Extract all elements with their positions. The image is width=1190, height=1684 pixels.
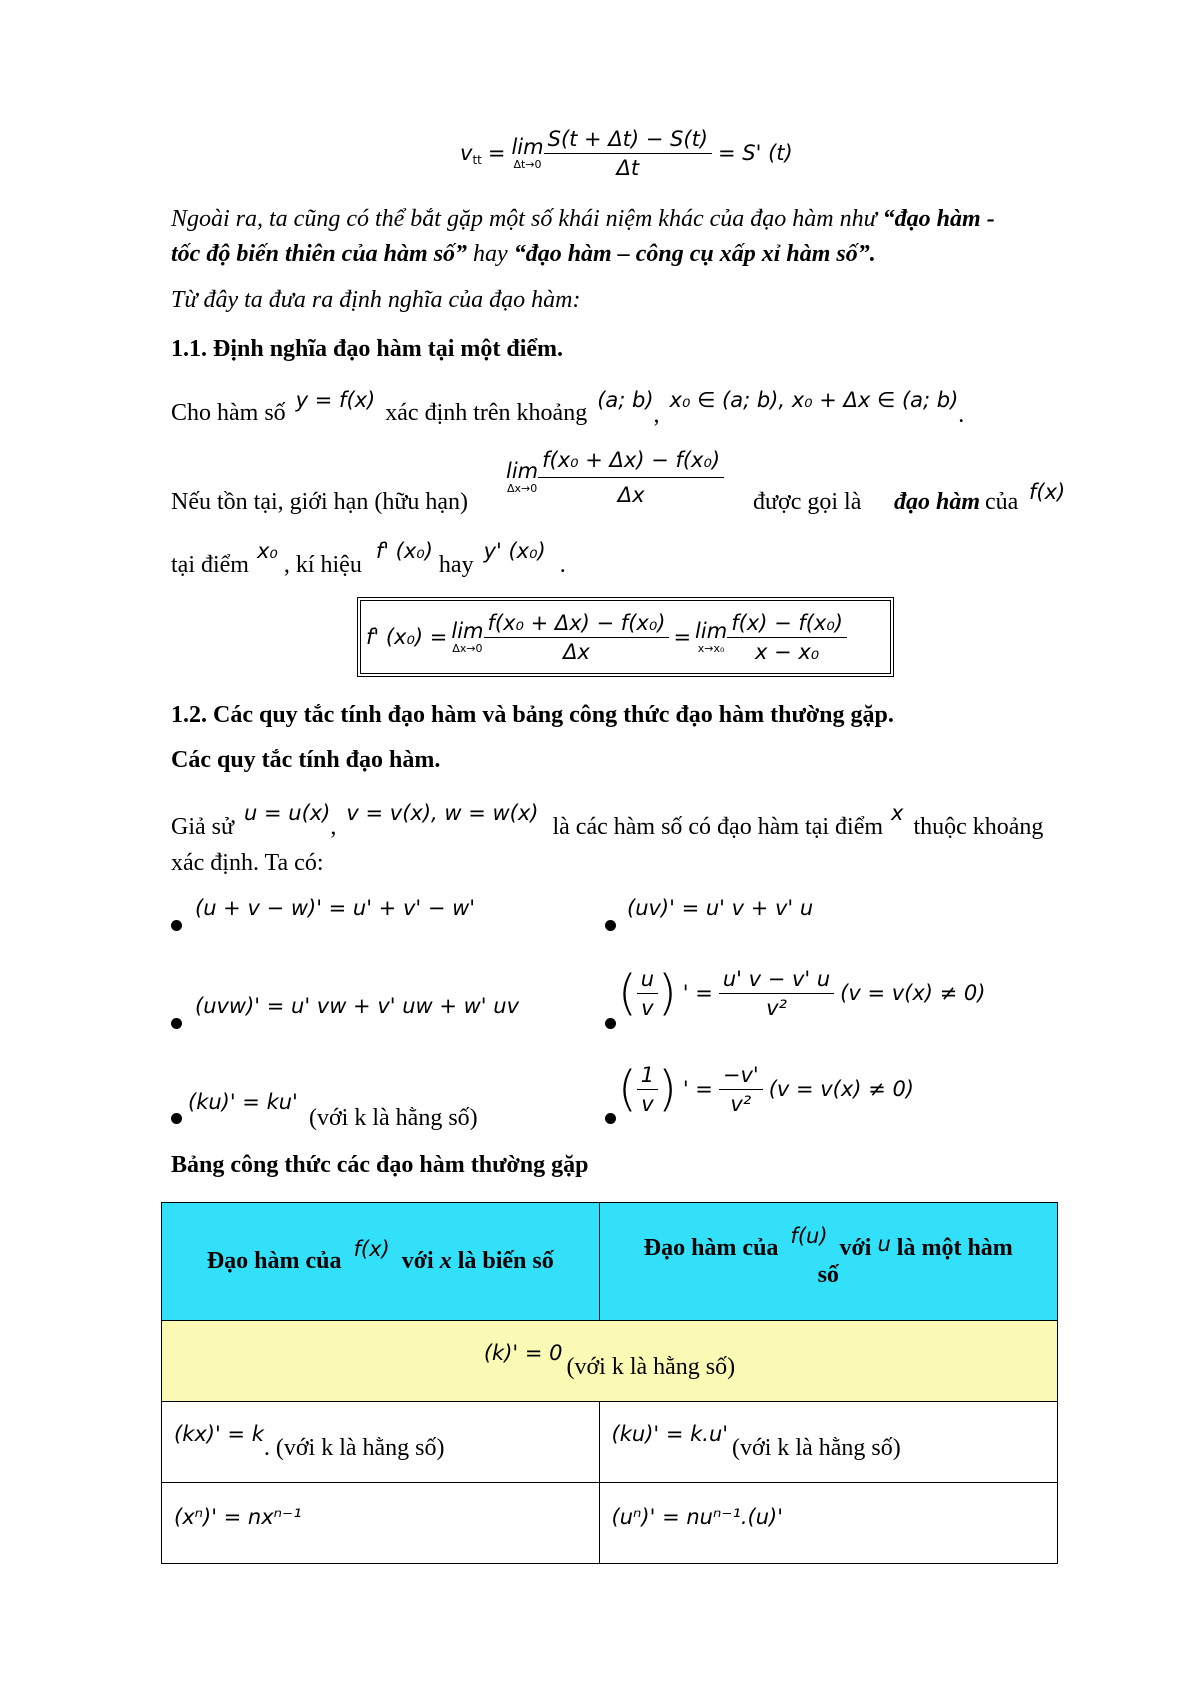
header-fu: f(u)	[790, 1223, 828, 1248]
lim-word: lim	[511, 135, 544, 159]
rules-intro-text: là các hàm số có đạo hàm tại điểm	[552, 814, 884, 840]
fraction-denominator: x − x₀	[754, 639, 820, 664]
intro-bold-term-2: tốc độ biến thiên của hàm số”	[171, 241, 468, 267]
definition-text: xác định trên khoảng	[385, 400, 588, 426]
rules-intro-text: Giả sử	[171, 814, 234, 840]
difference-quotient	[484, 611, 670, 664]
lim-subscript: x→x₀	[697, 642, 725, 655]
constant-rule-note: (với k là hằng số)	[566, 1354, 736, 1380]
linear-rule-note: (với k là hằng số)	[732, 1435, 901, 1461]
limit-operator	[506, 459, 538, 495]
header-text: là biến số	[457, 1248, 554, 1274]
point-conditions: x₀ ∈ (a; b), x₀ + Δx ∈ (a; b)	[669, 388, 959, 412]
header-text: Đạo hàm của	[206, 1248, 342, 1274]
table-row	[162, 1483, 1058, 1564]
bullet-icon	[171, 1113, 182, 1124]
reciprocal-result	[719, 1063, 763, 1116]
constant-rule-formula: (k)' = 0	[483, 1341, 563, 1365]
difference-quotient	[538, 445, 724, 510]
heading-1-1: 1.1. Định nghĩa đạo hàm tại một điểm.	[171, 336, 564, 362]
limit-operator	[511, 135, 543, 171]
velocity-fraction	[544, 127, 712, 180]
rule-product: (uv)' = u' v + v' u	[627, 896, 814, 920]
lim-word: lim	[695, 619, 728, 643]
intro-bold-term-1: “đạo hàm -	[882, 206, 995, 232]
derivative-formula-table	[161, 1202, 1058, 1564]
formula-lhs-sub: tt	[472, 153, 482, 167]
velocity-formula	[460, 118, 793, 188]
period: .	[559, 552, 566, 578]
equals-sign: ' =	[682, 981, 713, 1005]
comma: ,	[653, 402, 660, 428]
header-text: với	[839, 1234, 872, 1261]
rules-intro-line-2: xác định. Ta có:	[171, 850, 324, 876]
intro-connector: hay	[467, 241, 514, 267]
comma: ,	[330, 814, 337, 840]
rule-constant-multiple: (ku)' = ku'	[188, 1090, 298, 1114]
definition-line-2	[171, 442, 1087, 516]
linear-rule-cell-x	[162, 1402, 600, 1483]
header-cell-u	[599, 1203, 1057, 1321]
big-paren-right: )	[658, 1061, 677, 1117]
fraction-numerator: 1	[637, 1063, 658, 1090]
derivative-term: đạo hàm	[894, 489, 981, 515]
definition-text: Nếu tồn tại, giới hạn (hữu hạn)	[171, 489, 468, 515]
intro-paragraph-line-2	[171, 239, 876, 269]
bullet-icon	[605, 1113, 616, 1124]
fraction-numerator: S(t + Δt) − S(t)	[544, 127, 712, 154]
u-over-v	[637, 967, 658, 1020]
linear-rule-formula: (kx)' = k	[174, 1422, 264, 1446]
power-rule-cell-u	[599, 1483, 1057, 1564]
lim-subscript: Δt→0	[513, 158, 542, 171]
fraction-denominator: Δt	[616, 155, 640, 180]
power-rule-cell-x	[162, 1483, 600, 1564]
definition-text: của	[985, 489, 1019, 515]
header-fx: f(x)	[353, 1237, 390, 1261]
equals-sign: ' =	[682, 1077, 713, 1101]
power-rule-formula: (xⁿ)' = nxⁿ⁻¹	[174, 1505, 302, 1529]
heading-rules: Các quy tắc tính đạo hàm.	[171, 747, 441, 773]
function-u: u = u(x)	[244, 801, 331, 825]
power-rule-formula: (uⁿ)' = nuⁿ⁻¹.(u)'	[611, 1505, 783, 1529]
fraction-numerator: f(x) − f(x₀)	[727, 611, 847, 638]
definition-text: Cho hàm số	[171, 400, 286, 426]
rule-triple-product: (uvw)' = u' vw + v' uw + w' uv	[195, 994, 519, 1018]
header-text: với	[401, 1248, 434, 1274]
table-row	[162, 1321, 1058, 1402]
formula-lhs: f' (x₀) =	[366, 625, 448, 649]
header-text: là một hàm	[896, 1234, 1013, 1261]
rule-sum-difference: (u + v − w)' = u' + v' − w'	[195, 896, 476, 920]
limit-operator	[695, 619, 727, 655]
lim-subscript: Δx→0	[506, 482, 538, 495]
quotient-result	[719, 967, 834, 1020]
heading-table: Bảng công thức các đạo hàm thường gặp	[171, 1152, 589, 1178]
header-line-1	[601, 1223, 1056, 1262]
rule-constant-note: (với k là hằng số)	[309, 1105, 478, 1131]
boxed-definition-formula	[357, 597, 894, 677]
variable-x: x	[891, 801, 904, 825]
nonzero-condition: (v = v(x) ≠ 0)	[840, 981, 986, 1005]
lim-word: lim	[506, 459, 539, 483]
fraction-denominator: v	[641, 995, 654, 1020]
fraction-numerator: u' v − v' u	[719, 967, 834, 994]
definition-line-3	[171, 540, 566, 580]
definition-text: hay	[438, 552, 474, 578]
rule-quotient	[618, 960, 985, 1026]
header-line-2: số	[817, 1261, 839, 1288]
linear-rule-cell-u	[599, 1402, 1057, 1483]
header-variable-x: x	[439, 1248, 452, 1274]
constant-rule-cell	[162, 1321, 1058, 1402]
derivative-limit-expression	[506, 442, 724, 512]
rule-reciprocal	[618, 1056, 914, 1122]
equals-sign: =	[673, 625, 692, 649]
table-row	[162, 1402, 1058, 1483]
period: .	[958, 402, 965, 428]
definition-text: được gọi là	[753, 489, 862, 515]
definition-text: tại điểm	[171, 552, 249, 578]
intro-text: Ngoài ra, ta cũng có thể bắt gặp một số khái niệm khác của đạo hàm như	[171, 206, 883, 232]
function-y-fx: y = f(x)	[295, 388, 376, 412]
fraction-numerator: u	[637, 967, 658, 994]
boxed-formula-content	[366, 600, 847, 674]
formula-rhs: = S' (t)	[718, 141, 793, 165]
lim-subscript: Δx→0	[452, 642, 483, 655]
bullet-icon	[171, 1018, 182, 1029]
intro-bold-term-3: “đạo hàm – công cụ xấp xỉ hàm số”.	[513, 241, 876, 267]
notation-f-prime: f' (x₀)	[375, 539, 433, 563]
heading-1-2: 1.2. Các quy tắc tính đạo hàm và bảng công thức đạo hàm thường gặp.	[171, 702, 894, 728]
header-variable-u: u	[877, 1231, 891, 1256]
header-cell-x	[162, 1203, 600, 1321]
fraction-numerator: −v'	[719, 1063, 763, 1090]
rules-intro-line-1	[171, 796, 1043, 842]
fraction-denominator: v²	[766, 995, 787, 1020]
intro-paragraph-line-1	[171, 204, 995, 234]
one-over-v	[637, 1063, 658, 1116]
bullet-icon	[605, 1018, 616, 1029]
linear-rule-note: . (với k là hằng số)	[263, 1435, 445, 1461]
function-fx: f(x)	[1029, 480, 1066, 504]
nonzero-condition: (v = v(x) ≠ 0)	[768, 1077, 914, 1101]
table-header-row	[162, 1203, 1058, 1321]
definition-line-1	[171, 380, 964, 430]
notation-y-prime: y' (x₀)	[483, 539, 546, 563]
definition-text: , kí hiệu	[283, 552, 362, 578]
big-paren-left: (	[618, 1061, 637, 1117]
bullet-icon	[171, 920, 182, 931]
equals-sign: =	[487, 141, 506, 165]
alternate-quotient	[727, 611, 847, 664]
point-x0: x₀	[256, 539, 278, 563]
formula-lhs: v	[460, 141, 473, 165]
fraction-denominator: v²	[730, 1091, 752, 1116]
fraction-numerator: f(x₀ + Δx) − f(x₀)	[484, 611, 670, 638]
fraction-denominator: Δx	[563, 639, 590, 664]
functions-v-w: v = v(x), w = w(x)	[346, 801, 539, 825]
big-paren-right: )	[658, 965, 677, 1021]
fraction-numerator: f(x₀ + Δx) − f(x₀)	[538, 445, 724, 478]
interval-ab: (a; b)	[597, 388, 654, 412]
rules-intro-text: thuộc khoảng	[913, 814, 1044, 840]
fraction-denominator: v	[641, 1091, 654, 1116]
lim-word: lim	[451, 619, 484, 643]
definition-lead-in: Từ đây ta đưa ra định nghĩa của đạo hàm:	[171, 287, 581, 313]
fraction-denominator: Δx	[617, 482, 645, 507]
limit-operator	[451, 619, 483, 655]
linear-rule-formula: (ku)' = k.u'	[611, 1422, 729, 1446]
big-paren-left: (	[618, 965, 637, 1021]
header-text: Đạo hàm của	[643, 1234, 779, 1261]
bullet-icon	[605, 920, 616, 931]
